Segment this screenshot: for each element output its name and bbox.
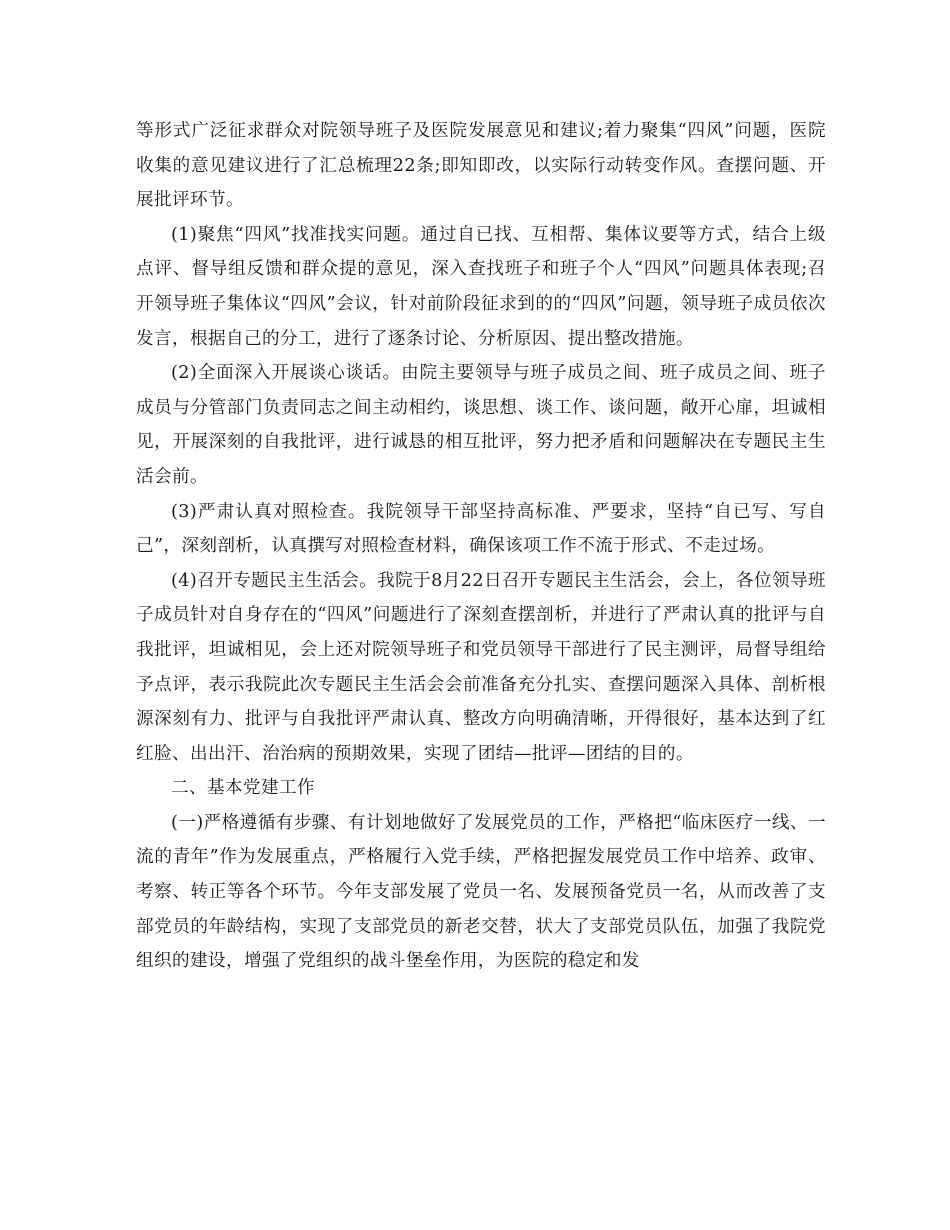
paragraph-section-2-item-1: (一)严格遵循有步骤、有计划地做好了发展党员的工作，严格把“临床医疗一线、一流的青年”作为发展重点，严格履行入党手续，严格把握发展党员工作中培养、政审、考察、转正等各个环节。今年支部发展了党员一名、发展预备党员一名，从而改善了支部党员的年龄结构，实现了支部党员的新老交替，状大了支部党员队伍，加强了我院党组织的建设，增强了党组织的战斗堡垒作用，为医院的稳定和发 — [136, 812, 826, 972]
paragraph-item-4: (4)召开专题民主生活会。我院于8月22日召开专题民主生活会，会上，各位领导班子成员针对自身存在的“四风”问题进行了深刻查摆剖析，并进行了严肃认真的批评与自我批评，坦诚相见，会上还对院领导班子和党员领导干部进行了民主测评，局督导组给予点评，表示我院此次专题民主生活会会前准备充分扎实、查摆问题深入具体、剖析根源深刻有力、批评与自我批评严肃认真、整改方向明确清晰，开得很好，基本达到了红红脸、出出汗、治治病的预期效果，实现了团结—批评—团结的目的。 — [136, 570, 826, 764]
document-body — [136, 114, 826, 979]
paragraph-item-2: (2)全面深入开展谈心谈话。由院主要领导与班子成员之间、班子成员之间、班子成员与分管部门负责同志之间主动相约，谈思想、谈工作、谈问题，敞开心扉，坦诚相见，开展深刻的自我批评，进行诚恳的相互批评，努力把矛盾和问题解决在专题民主生活会前。 — [136, 363, 826, 487]
section-heading: 二、基本党建工作 — [171, 778, 315, 799]
paragraph-continuation: 等形式广泛征求群众对院领导班子及医院发展意见和建议;着力聚集“四风”问题，医院收集的意见建议进行了汇总梳理22条;即知即改，以实际行动转变作风。查摆问题、开展批评环节。 — [136, 121, 826, 211]
paragraph-item-3: (3)严肃认真对照检查。我院领导干部坚持高标准、严要求，坚持“自已写、写自己”，深刻剖析，认真撰写对照检查材料，确保该项工作不流于形式、不走过场。 — [136, 501, 826, 557]
paragraph-item-1: (1)聚焦“四风”找准找实问题。通过自已找、互相帮、集体议要等方式，结合上级点评、督导组反馈和群众提的意见，深入查找班子和班子个人“四风”问题具体表现;召开领导班子集体议“四风”会议，针对前阶段征求到的的“四风”问题，领导班子成员依次发言，根据自己的分工，进行了逐条讨论、分析原因、提出整改措施。 — [136, 224, 826, 349]
